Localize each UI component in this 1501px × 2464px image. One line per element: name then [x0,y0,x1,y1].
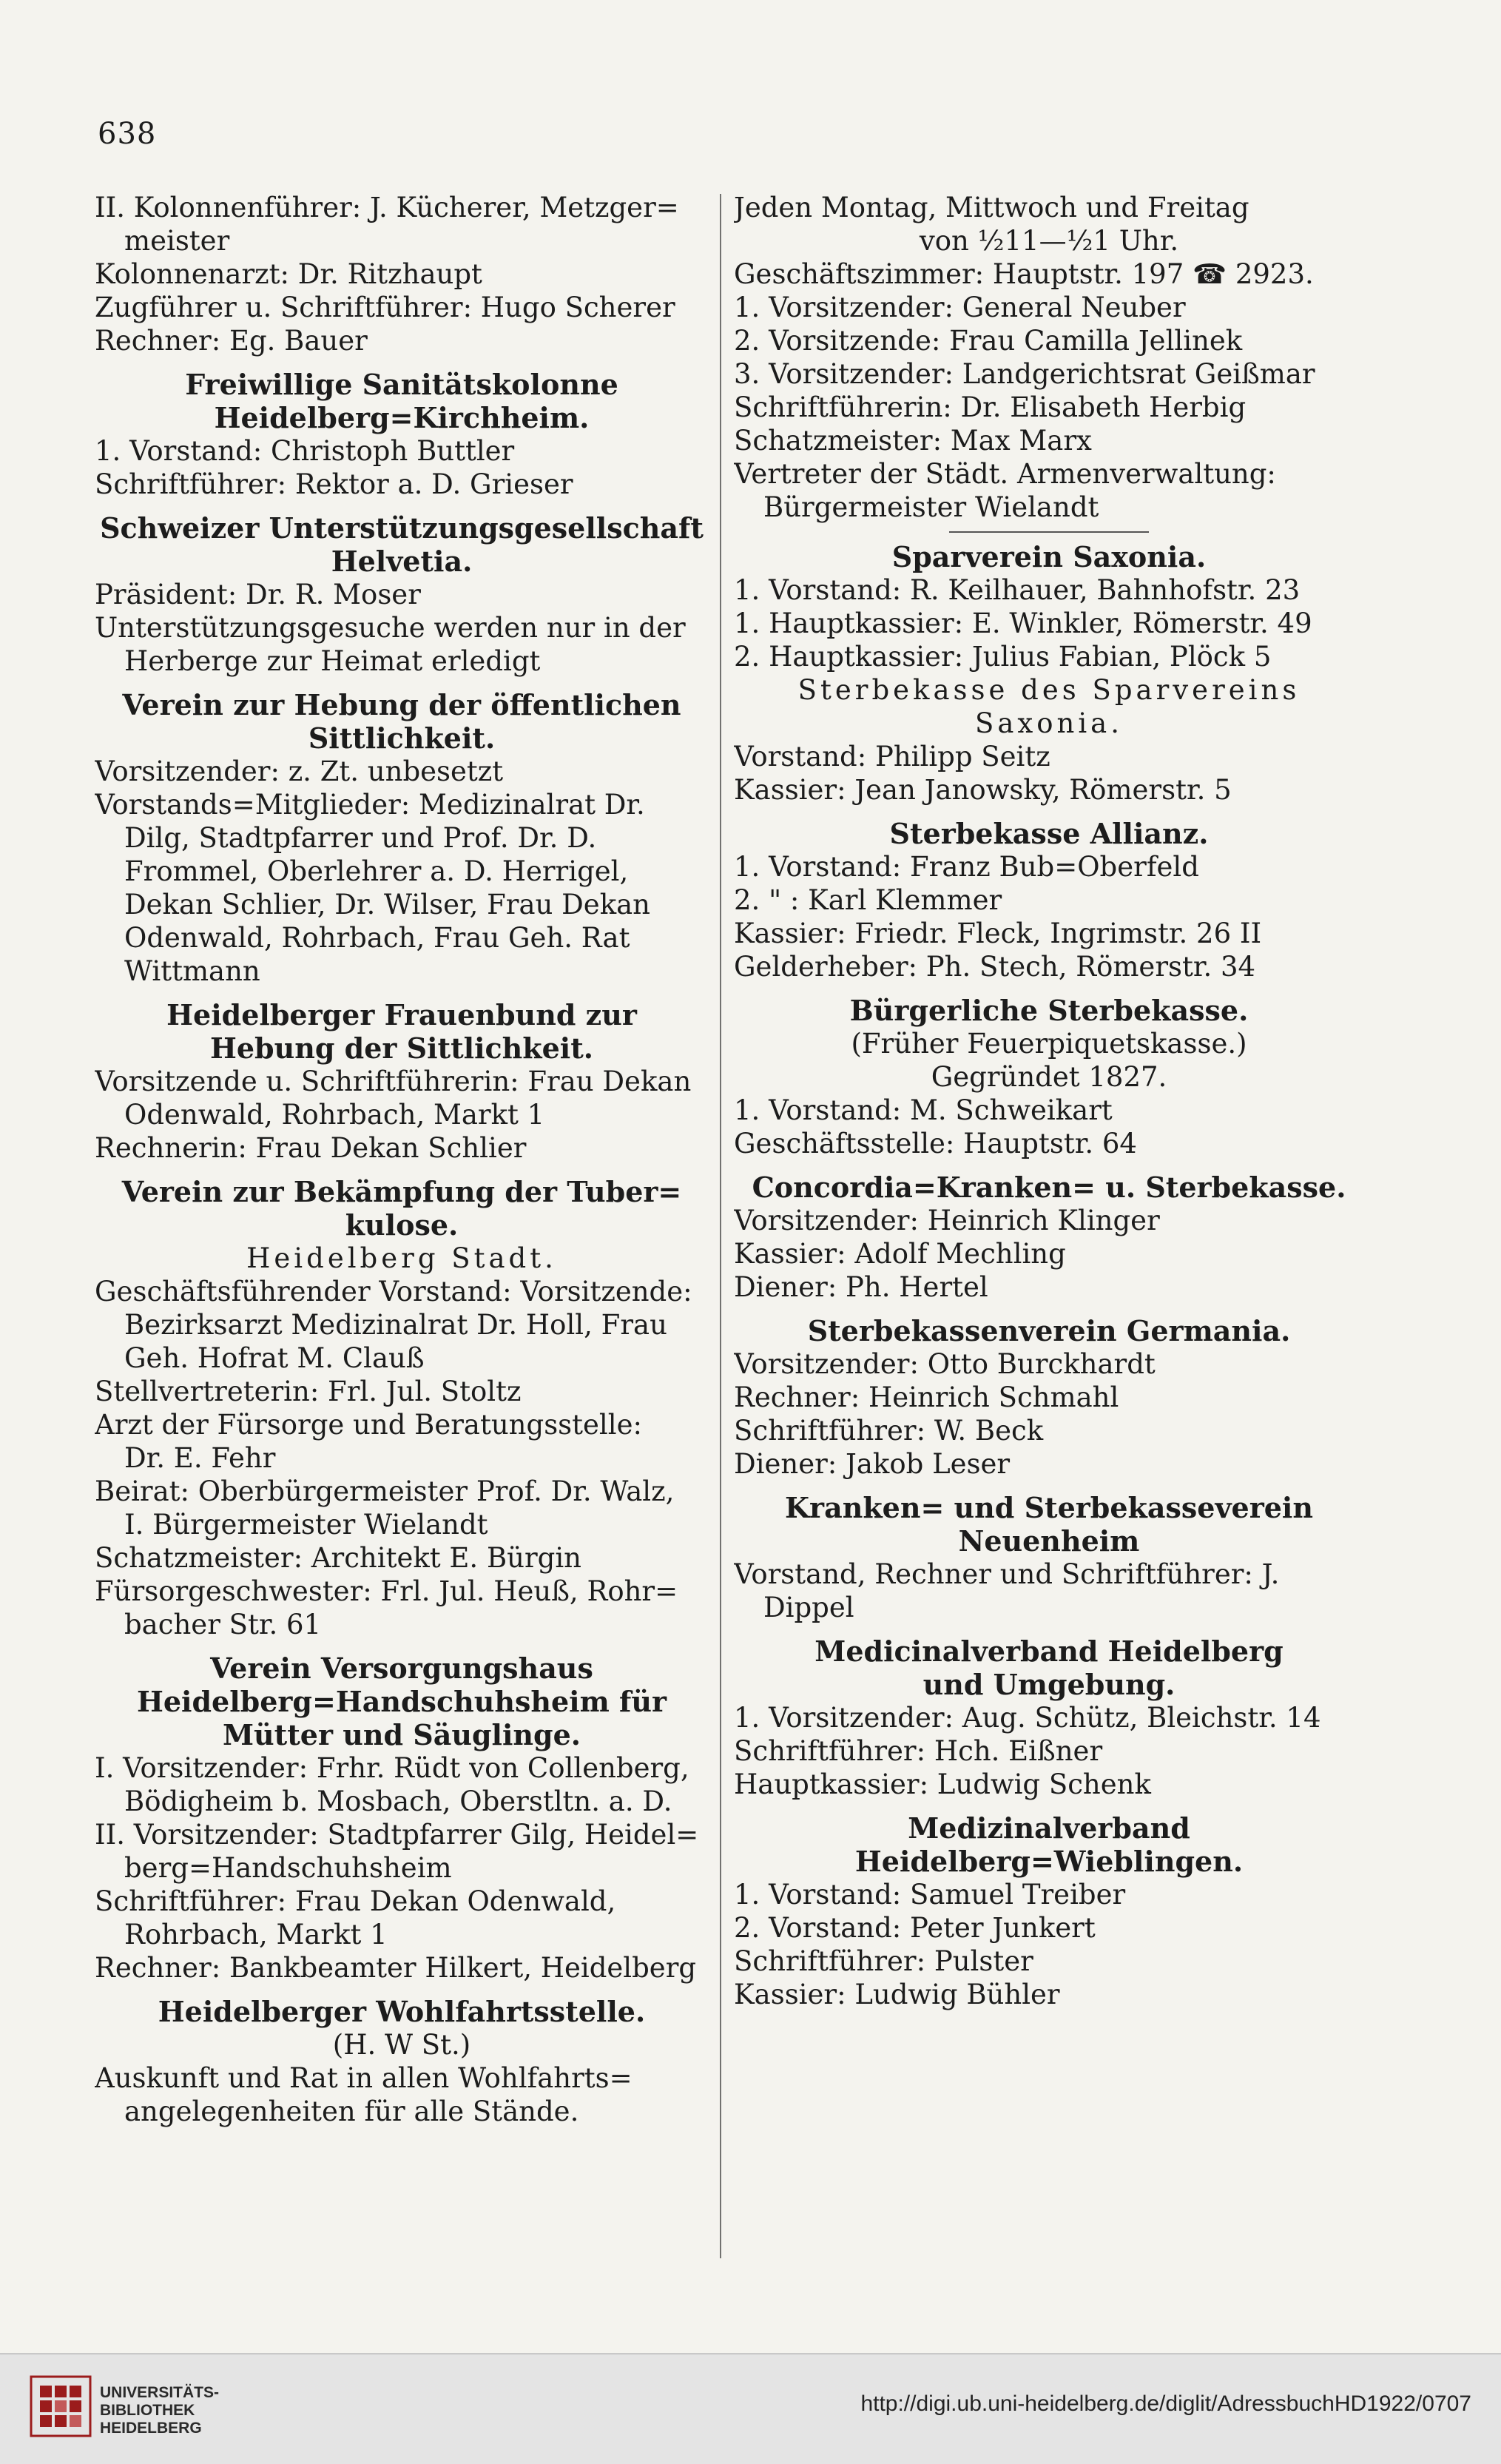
directory-entry: Kolonnenarzt: Dr. Ritzhaupt [95,258,482,290]
directory-entry: Jeden Montag, Mittwoch und Freitag [734,192,1249,223]
directory-entry: Vorstands=Mitglieder: Medizinalrat Dr. [95,789,645,821]
left-column [95,191,709,2128]
section-heading: Medicinalverband Heidelberg [814,1635,1284,1668]
section-gap [95,1165,709,1175]
directory-entry: Kassier: Jean Janowsky, Römerstr. 5 [734,774,1232,806]
directory-entry: Stellvertreterin: Frl. Jul. Stoltz [95,1376,522,1407]
directory-entry: Fürsorgeschwester: Frl. Jul. Heuß, Rohr= [95,1575,678,1607]
section-heading: Verein Versorgungshaus [210,1652,593,1685]
directory-entry: 2. Hauptkassier: Julius Fabian, Plöck 5 [734,641,1272,673]
section-gap [95,988,709,998]
section-heading: Heidelberger Frauenbund zur [166,998,637,1031]
centered-note: Gegründet 1827. [931,1061,1167,1093]
directory-entry: Kassier: Friedr. Fleck, Ingrimstr. 26 II [734,918,1262,949]
directory-entry: Vorsitzender: Otto Burckhardt [734,1348,1156,1380]
section-heading: Sparverein Saxonia. [891,540,1207,573]
directory-entry: Vorstand, Rechner und Schriftführer: J. [734,1558,1280,1590]
directory-entry: II. Kolonnenführer: J. Kücherer, Metzger= [95,192,679,223]
directory-entry: Geschäftsführender Vorstand: Vorsitzende: [95,1276,692,1307]
directory-entry: Vorsitzende u. Schriftführerin: Frau Dekan [95,1066,692,1097]
directory-entry: Auskunft und Rat in allen Wohlfahrts= [95,2062,633,2094]
library-name-line: HEIDELBERG [100,2420,202,2437]
directory-entry: Schriftführer: Pulster [734,1945,1033,1977]
section-heading: Sittlichkeit. [308,721,496,755]
entry-continuation: I. Bürgermeister Wielandt [124,1509,488,1541]
library-name-line: UNIVERSITÄTS- [100,2384,220,2401]
entry-continuation: angelegenheiten für alle Stände. [124,2096,579,2127]
entry-continuation: Geh. Hofrat M. Clauß [124,1342,425,1374]
section-heading: Heidelberg=Handschuhsheim für [136,1685,667,1718]
directory-entry: 1. Vorstand: M. Schweikart [734,1094,1113,1126]
entry-continuation: Bödigheim b. Mosbach, Oberstltn. a. D. [124,1785,672,1817]
entry-continuation: Bürgermeister Wielandt [763,491,1099,523]
entry-continuation: Dippel [763,1592,854,1623]
directory-entry: Rechner: Eg. Bauer [95,325,368,357]
entry-continuation: Wittmann [124,955,260,987]
section-gap [734,1624,1364,1635]
directory-entry: Geschäftsstelle: Hauptstr. 64 [734,1128,1137,1159]
entry-continuation: Dilg, Stadtpfarrer und Prof. Dr. D. [124,822,597,854]
directory-entry: 1. Vorsitzender: General Neuber [734,292,1186,323]
directory-entry: Beirat: Oberbürgermeister Prof. Dr. Walz, [95,1475,675,1507]
section-heading: Concordia=Kranken= u. Sterbekasse. [752,1171,1346,1204]
entry-continuation: bacher Str. 61 [124,1609,322,1640]
section-heading: Medizinalverband [908,1811,1190,1845]
directory-entry: 1. Vorstand: Samuel Treiber [734,1879,1126,1911]
directory-entry: Kassier: Adolf Mechling [734,1238,1066,1270]
section-heading: Bürgerliche Sterbekasse. [849,994,1249,1027]
column-divider [720,194,721,2258]
entry-continuation: Herberge zur Heimat erledigt [124,645,541,677]
directory-entry: I. Vorsitzender: Frhr. Rüdt von Collenberg, [95,1752,689,1784]
centered-note: (H. W St.) [332,2029,471,2061]
directory-entry: Rechner: Heinrich Schmahl [734,1381,1119,1413]
section-gap [734,983,1364,994]
directory-entry: 2. Vorsitzende: Frau Camilla Jellinek [734,325,1243,357]
section-gap [734,1160,1364,1171]
section-gap [734,807,1364,817]
entry-continuation: Odenwald, Rohrbach, Frau Geh. Rat [124,922,630,954]
entry-continuation: Dr. E. Fehr [124,1442,276,1474]
section-gap [95,1985,709,1995]
entry-continuation: berg=Handschuhsheim [124,1852,452,1884]
directory-entry: Gelderheber: Ph. Stech, Römerstr. 34 [734,951,1256,983]
section-gap [95,501,709,511]
directory-entry: Rechnerin: Frau Dekan Schlier [95,1132,527,1164]
section-heading: kulose. [345,1208,459,1242]
directory-entry: Kassier: Ludwig Bühler [734,1979,1060,2010]
entry-continuation: Frommel, Oberlehrer a. D. Herrigel, [124,855,629,887]
directory-entry: Schatzmeister: Max Marx [734,425,1092,457]
directory-entry: Unterstützungsgesuche werden nur in der [95,612,686,644]
directory-entry: Vorsitzender: Heinrich Klinger [734,1205,1160,1236]
section-subheading: Sterbekasse des Sparvereins [797,674,1301,706]
section-heading: Mütter und Säuglinge. [222,1718,581,1751]
section-gap [734,1481,1364,1491]
section-gap [95,678,709,688]
right-column [734,191,1364,2011]
directory-entry: II. Vorsitzender: Stadtpfarrer Gilg, Heidel= [95,1819,699,1851]
directory-entry: 2. Vorstand: Peter Junkert [734,1912,1096,1944]
library-name [100,2384,219,2437]
directory-entry: Diener: Ph. Hertel [734,1271,988,1303]
directory-entry: 1. Vorstand: Christoph Buttler [95,435,515,467]
library-name-line: BIBLIOTHEK [100,2402,195,2419]
entry-continuation: Odenwald, Rohrbach, Markt 1 [124,1099,545,1131]
directory-entry: 2. " : Karl Klemmer [734,884,1002,916]
directory-entry: Arzt der Fürsorge und Beratungsstelle: [95,1409,642,1441]
centered-note: von ½11—½1 Uhr. [919,225,1179,257]
page-number: 638 [98,117,157,151]
section-gap [734,1304,1364,1314]
university-library-logo-icon [30,2375,92,2437]
section-rule [949,531,1149,533]
directory-entry: 1. Hauptkassier: E. Winkler, Römerstr. 49 [734,607,1312,639]
section-heading: Heidelberg=Wieblingen. [854,1845,1244,1878]
directory-entry: Schriftführer: W. Beck [734,1415,1044,1447]
section-heading: Schweizer Unterstützungsgesellschaft [100,511,704,545]
permalink-link[interactable]: http://digi.ub.uni-heidelberg.de/diglit/AdressbuchHD1922/0707 [860,2391,1471,2416]
section-heading: Verein zur Hebung der öffentlichen [122,688,681,721]
directory-entry: Schriftführerin: Dr. Elisabeth Herbig [734,391,1247,423]
directory-entry: Rechner: Bankbeamter Hilkert, Heidelberg [95,1952,697,1984]
section-heading: Sterbekasse Allianz. [889,817,1209,850]
section-gap [734,1801,1364,1811]
directory-entry: Schriftführer: Hch. Eißner [734,1735,1103,1767]
viewer-footer [0,2353,1501,2464]
directory-entry: 1. Vorstand: R. Keilhauer, Bahnhofstr. 23 [734,574,1301,606]
permalink[interactable] [860,2391,1471,2417]
directory-entry: Schatzmeister: Architekt E. Bürgin [95,1542,581,1574]
section-gap [95,1641,709,1652]
section-heading: Heidelberg=Kirchheim. [214,401,590,434]
section-heading: Heidelberger Wohlfahrtsstelle. [158,1995,646,2028]
section-heading: und Umgebung. [922,1668,1175,1701]
section-heading: Helvetia. [331,545,473,578]
directory-entry: 3. Vorsitzender: Landgerichtsrat Geißmar [734,358,1315,390]
directory-entry: Hauptkassier: Ludwig Schenk [734,1768,1151,1800]
directory-entry: Vorstand: Philipp Seitz [734,741,1050,772]
entry-continuation: Rohrbach, Markt 1 [124,1919,388,1950]
section-heading: Sterbekassenverein Germania. [807,1314,1291,1347]
directory-entry: Geschäftszimmer: Hauptstr. 197 ☎ 2923. [734,258,1314,290]
directory-entry: Präsident: Dr. R. Moser [95,579,421,610]
directory-entry: 1. Vorsitzender: Aug. Schütz, Bleichstr. 14 [734,1702,1321,1734]
entry-continuation: meister [124,225,230,257]
section-heading: Verein zur Bekämpfung der Tuber= [121,1175,682,1208]
entry-continuation: Bezirksarzt Medizinalrat Dr. Holl, Frau [124,1309,667,1341]
section-subheading: Saxonia. [974,707,1124,739]
section-heading: Hebung der Sittlichkeit. [209,1031,594,1065]
directory-entry: Vorsitzender: z. Zt. unbesetzt [95,755,504,787]
directory-entry: Schriftführer: Frau Dekan Odenwald, [95,1885,616,1917]
section-heading: Freiwillige Sanitätskolonne [185,368,618,401]
section-gap [95,357,709,368]
section-heading: Neuenheim [958,1524,1140,1558]
directory-entry: 1. Vorstand: Franz Bub=Oberfeld [734,851,1199,883]
directory-entry: Diener: Jakob Leser [734,1448,1011,1480]
directory-entry: Vertreter der Städt. Armenverwaltung: [734,458,1276,490]
section-heading: Kranken= und Sterbekasseverein [785,1491,1313,1524]
directory-entry: Zugführer u. Schriftführer: Hugo Scherer [95,292,675,323]
entry-continuation: Dekan Schlier, Dr. Wilser, Frau Dekan [124,889,651,920]
directory-entry: Schriftführer: Rektor a. D. Grieser [95,468,573,500]
centered-note: (Früher Feuerpiquetskasse.) [851,1028,1247,1060]
section-subheading: Heidelberg Stadt. [246,1242,557,1274]
